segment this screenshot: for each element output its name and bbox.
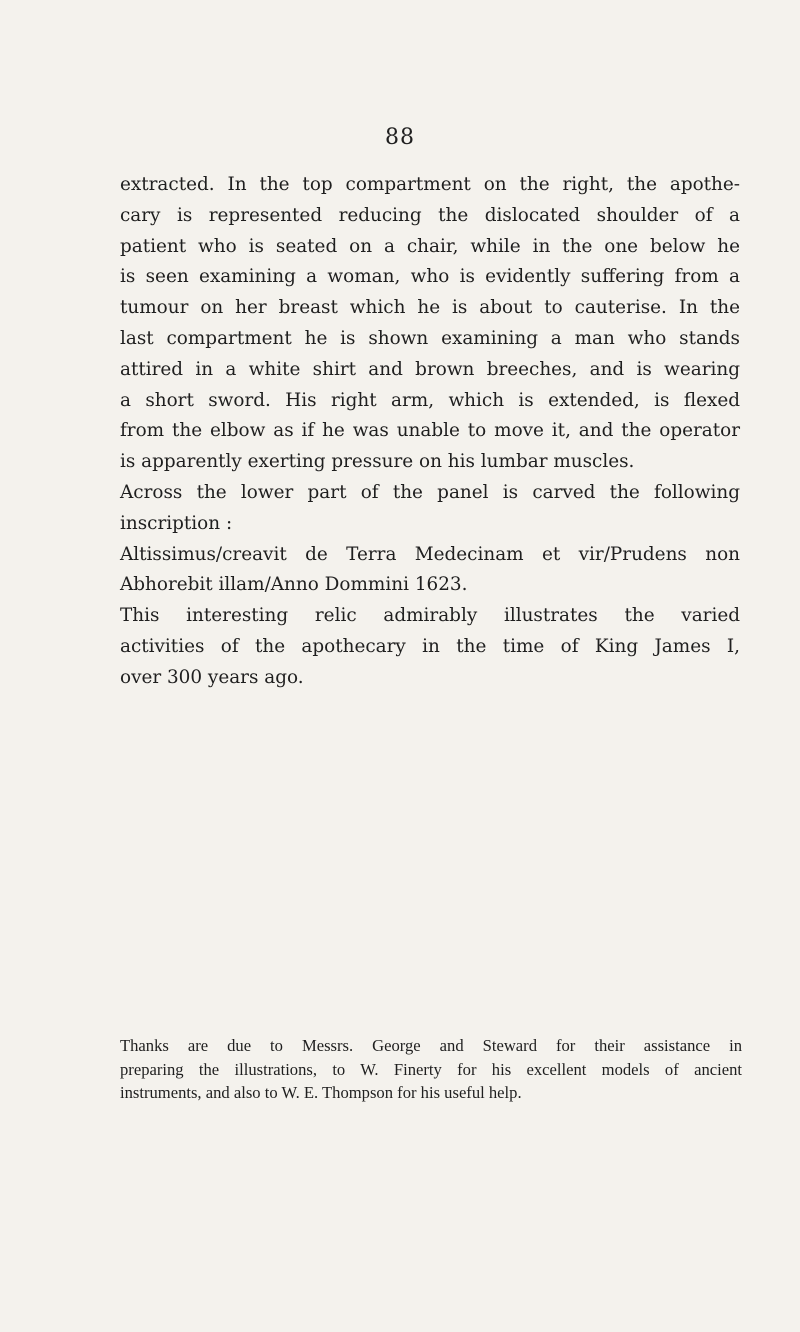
text-line: attired in a white shirt and brown breeches, and is wearing: [120, 358, 740, 380]
acknowledgement-footnote: [120, 1034, 742, 1105]
page-number: 88: [385, 125, 415, 150]
text-line: is apparently exerting pressure on his lumbar muscles.: [120, 451, 635, 473]
text-line: over 300 years ago.: [120, 666, 304, 688]
body-text: [120, 170, 740, 694]
text-line: extracted. In the top compartment on the right, the apothe-: [120, 174, 740, 195]
text-line: patient who is seated on a chair, while in the one below he: [120, 235, 740, 257]
text-line: cary is represented reducing the dislocated shoulder of a: [120, 204, 740, 226]
footnote-line: preparing the illustrations, to W. Finerty for his excellent models of ancient: [120, 1059, 742, 1079]
footnote-line: instruments, and also to W. E. Thompson for his useful help.: [120, 1083, 522, 1102]
inscription-line: Altissimus/creavit de Terra Medecinam et vir/Prudens non: [120, 543, 740, 565]
text-line: This interesting relic admirably illustrates the varied: [120, 605, 740, 627]
text-line: Across the lower part of the panel is carved the following: [120, 481, 740, 503]
footnote-line: Thanks are due to Messrs. George and Steward for their assistance in: [120, 1036, 742, 1055]
text-line: is seen examining a woman, who is evidently suffering from a: [120, 266, 740, 288]
text-line: inscription :: [120, 512, 233, 534]
text-line: activities of the apothecary in the time of King James I,: [120, 635, 740, 657]
text-line: from the elbow as if he was unable to move it, and the operator: [120, 420, 740, 442]
text-line: a short sword. His right arm, which is extended, is flexed: [120, 389, 740, 411]
text-line: tumour on her breast which he is about to cauterise. In the: [120, 297, 740, 319]
text-line: last compartment he is shown examining a man who stands: [120, 327, 740, 349]
inscription-line: Abhorebit illam/Anno Dommini 1623.: [120, 574, 468, 596]
